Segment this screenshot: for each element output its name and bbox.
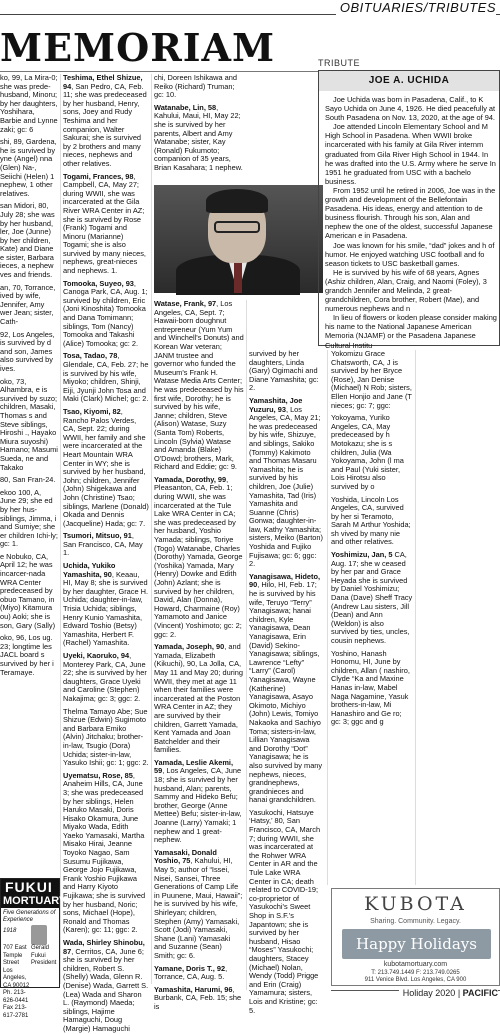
obituary-entry: 80, San Fran-24.: [0, 475, 56, 485]
ad-brand-line-2: MORTUARY: [3, 895, 67, 907]
fukui-mortuary-ad[interactable]: [0, 878, 67, 1019]
obituary-entry: Yamane, Doris T., 92, Torrance, CA, Aug. 5.: [154, 963, 228, 982]
obituary-entry: Tsao, Kiyomi, 82, Rancho Palos Verdes, CA, Sept. 22; during WWII, her family and she were incarcerated at the Heart Mountain WRA Center in WY; she is survived by her husband, John; children, Jennifer (John) Shigekawa and John (Christine) Tsao; siblings, Marlene (Donald) Okada and Dennis (Jacqueline) Hada; gc: 7.: [63, 406, 149, 528]
tribute-box: [318, 70, 500, 350]
obituary-entry: Tosa, Tadao, 78, Glendale, CA, Feb. 27; he is survived by his wife, Miyoko; children, Shinji, Eiji, Jyunji John Tosa and Maki (Clark) Michel; gc: 2.: [63, 351, 149, 404]
kubota-phone: T: 213.749.1449 F: 213.749.0265: [371, 970, 460, 976]
obituary-entry: Uyeki, Kaoruko, 94, Monterey Park, CA, June 22; she is survived by her daughters, Grace Uyeki and Caroline (Stephen) Nakajima; gc: 3; ggc: 2.: [63, 651, 147, 703]
obituary-entry: Yanagisawa, Hideto, 90, Hilo, HI, Feb. 17; he is survived by his wife, Teruyo “Terry” Yanagisawa; hanai children, Kyle Yanagisawa, Dean Yanagisawa, Erin (David) Sekino-Yanagisawa; siblings, Lawrence “Lefty” “Larry” (Carol) Yanagisawa, Wayne (Katherine) Yanagisawa, Asayo Okimoto, Michiyo (John) Lewis, Tomiyo Nakaoka and Sachiyo Toma; sisters-in-law, Lillian Yanagisawa and Dorothy “Dot” Yanagisawa; he is also survived by many nephews, nieces, grandnephews, grandnieces and hanai grandchildren.: [249, 571, 323, 805]
column-divider: [415, 350, 416, 885]
obituary-column-3-bottom: [154, 299, 244, 1011]
obituary-entry: Teshima, Ethel Shizue, 94, San Pedro, CA, Feb. 11; she was predeceased by her husband, Henry, sons, Joey and Rudy Teshima and her companion, Walter Sakurai; she is survived by 2 brothers and many nieces, nephews and other relatives.: [63, 73, 147, 168]
ad-year: 1918: [3, 928, 17, 934]
address-line: 707 East Temple Street: [3, 945, 27, 966]
footer: [399, 988, 498, 998]
obituary-column-5: [331, 350, 413, 885]
obituary-entry: an, 70, Torrance, ived by wife, Jennifer, Amy wer Jean; sister, Cath-: [0, 282, 56, 327]
obituary-entry: Uchida, Yukiko Yamashita, 90, Keaau, HI, May 8; she is survived by her daughter, Grace H. Uchida; daughter-in-law, Trisia Uchida; siblings, Henry Kunio Yamashita, Edward Toshio (Betsy) Yamashita, Herbert F. (Rachel) Yamashita.: [63, 561, 149, 648]
holiday-headline: Happy Holidays: [356, 935, 477, 953]
tribute-paragraph: From 1952 until he retired in 2006, Joe was in the growth and development of the Bellefontain Pasadena. His ideas, energy and attention to de business flourish. Through his son, Alan and nephew the one of the oldest, successful Japanese American e in Pasadena.: [325, 185, 496, 241]
column-divider: [246, 300, 247, 990]
obituary-entry: Yoshimizu, Jan, 5 CA, Aug. 17; she w ceased by her par and Grace Heyada she is survived by Daniel Yoshimizu; Dana (Dave) Sheff Tracy (Andrew Lau sisters, Jill (Dean) and Ann (Weldon) is also survived by ties, uncles, cousin nephews.: [331, 550, 413, 645]
masthead-title: MEMORIAM: [0, 25, 276, 70]
obituary-entry: Watanabe, Lin, 58, Kahului, Maui, HI, May 22; she is survived by her parents, Albert and Amy Watanabe; sister, Kay (Ronald) Fukumoto; companion of 35 years, Brian Kasahara; 1 nephew.: [154, 102, 243, 172]
rep-line: Fukui: [31, 952, 46, 959]
issue-label: Holiday 2020: [402, 988, 456, 998]
obituary-entry: Thelma Tamayo Abe; Sue Shizue (Edwin) Sugimoto and Barbara Emiko (Alvin) Jitchaku; brother-in-law, Tsugio (Dora) Uchida; sister-in-law, Yasuko Ishii; gc: 1; ggc: 2.: [63, 706, 149, 768]
obituary-entry: Yoshida, Lincoln Los Angeles, CA, survived by her si Teramoto, Sarah M Arthur Yoshida; sh vived by many nie and other relatives.: [331, 494, 411, 547]
obituary-entry: e Nobuko, CA, April 12; he was incarcer-nada WRA Center predeceased by obuo Tamano, in (Miyo) Kitamura ou) Aoki; she is son, Gary (Sally): [0, 551, 56, 630]
obituary-entry: Tsumori, Mitsuo, 91, San Francisco, CA, May 1.: [63, 531, 143, 558]
obituary-entry: Yamashita, Joe Yuzuru, 93, Los Angeles, CA, May 21; he was predeceased by his wife, Shizuye, and siblings, Sakiko (Tommy) Kakimoto and Thomas Masaru Yamashita; he is survived by his children, Joe (Julie) Yamashita, Tad (Iris) Yamashita and Suanne (Chris) Gonwa; daughter-in-law, Kathy Yamashita; sisters, Meiko (Barton) Yoshida and Fujiko Fujisawa; gc: 6; ggc: 2.: [249, 395, 323, 569]
obituary-entry: chi, Doreen Ishikawa and Reiko (Richard) Truman; gc: 10.: [154, 73, 237, 100]
obituary-entry: Togami, Frances, 98, Campbell, CA, May 27; during WWII, she was incarcerated at the Gila River WRA Center in AZ; she is survived by Rose (Frank) Togami and Minoru (Marianne) Togami; she is also survived by many nieces, nephews, great-nieces and nephews. 1.: [63, 171, 146, 276]
kubota-mortuary-ad[interactable]: [331, 888, 500, 986]
tribute-paragraph: Joe attended Lincoln Elementary School and M High School in Pasadena. When WWII broke incarcerated with his family at Gila River internm graduated from Gila River High School in 1944. In he was drafted into the U.S. Army where he serve In 1951 he graduated from USC with a bachelo business.: [325, 122, 496, 186]
tribute-paragraph: He is survived by his wife of 68 years, Agnes (Ashiz children, Alan, Craig, and Naomi (Foley), 3 grandch Jennifer and Melinda, 2 great-grandchildren, Cora brother, Robert (Mae), and numerous nephews and n: [325, 267, 487, 314]
holiday-banner: [342, 929, 491, 959]
ad-tagline: Five Generations of Experience: [3, 910, 56, 923]
obituary-column-2: [63, 73, 149, 1033]
obituary-entry: Uyematsu, Rose, 85, Anaheim Hills, CA, June 3; she was predeceased by her siblings, Helen Haruko Masaki, Doris Hisako Okamura, June Miyako Wada, Edith Yaeko Yamasaki, Martha Misako Hirai, Jeanne Toyoko Nagao, Sam Susumu Fujikawa, George Jojo Fujikawa, Frank Yoshio Fujikawa and Harry Kiyoto Fujikawa; she is survived by her husband, Noric; sons, Michael (Hope), Ronald and Thomas (Karen); gc: 11; ggc: 2.: [63, 770, 146, 935]
footer-separator: |: [455, 988, 463, 998]
ad-brand: FUKUI: [1, 879, 59, 895]
obituary-column-4: [249, 349, 323, 1015]
masthead: [0, 25, 310, 70]
obituary-entry: Tomooka, Suyeo, 93, Canoga Park, CA, Aug. 1; survived by children, Eric (Joni Kinoshita) Tomooka and Dana Tomimann; siblings, Tom (Nancy) Tomooka and Takashi (Alice) Tomooka; gc: 2.: [63, 278, 148, 348]
kubota-address: 911 Venice Blvd. Los Angeles, CA 900: [364, 977, 467, 983]
tribute-paragraph: Joe Uchida was born in Pasadena, Calif., to K Sayo Uchida on June 4, 1926. He died peacefully at South Pasadena on Nov. 13, 2020, at the age of 94.: [325, 95, 496, 123]
obituary-entry: Yamada, Joseph, 90, and Yamada, Elizabeth (Kikuchi), 90, La Jolla, CA, May 11 and May 20; during WWII, they met at age 11 when their families were incarcerated at the Poston WRA Center in AZ; they are survived by their children, Garrett Yamada, Kent Yamada and Joan Batchelder and their families.: [154, 642, 244, 755]
tribute-label: TRIBUTE: [318, 58, 361, 68]
obituary-entry: oko, 73, Alhambra, e is survived by suzo; children, Masaki, Thomas s and Steve siblings, Hiroshi ., Hayako Miura suyoshi) Hamano; Masumi Sueda, ne and Takako: [0, 376, 58, 472]
rep-line: Gerald: [31, 945, 50, 951]
tribute-paragraph: Joe was known for his smile, “dad” jokes and h of humor. He enjoyed watching USC football and fo season tickets to USC basketball games.: [325, 240, 495, 268]
obituary-entry: Wada, Shirley Shinobu, 87, Cerritos, CA, June 6; she is survived by her children, Robert S. (Shelly) Wada, Glenn R. (Denise) Wada, Garrett S. (Lea) Wada and Sharon L. (Raymond) Maeda; siblings, Hajime Hamaguchi, Doug (Margie) Hamaguchi: [63, 938, 149, 1033]
obituary-entry: ko, 99, La Mira-0; she was prede-husband, Minoru; by her daughters, Yoshihara, Barbie and Lynne zaki; gc: 6: [0, 73, 58, 134]
ad-representative: [31, 945, 56, 968]
column-divider: [327, 350, 328, 885]
obituary-entry: Yamada, Leslie Akemi, 59, Los Angeles, CA, June 18; she is survived by her husband, Alan; parents, Sammy and Hideko Befu; brother, George (Anne Mettee) Befu; sister-in-law, Joanne (Larry) Yamaki; 1 nephew and 1 great-nephew.: [154, 757, 242, 845]
tribute-name: JOE A. UCHIDA: [319, 71, 499, 91]
obituary-entry: Yamasaki, Donald Yoshio, 75, Kahului, HI, May 5; author of “Issei, Nisei, Sansei, Three Generations of Camp Life in Puunene, Maui, Hawaii”; he is survived by his wife, Shirleyan; children, Stephen (Amy) Yamasaki, Scott (Jodi) Yamasaki, Shane (Lani) Yamasaki and Suzanne (Sean) Smith; gc: 6.: [154, 847, 243, 960]
kubota-logo: KUBOTA: [364, 893, 467, 915]
obituary-column-3-top: [154, 74, 244, 182]
obituary-column-1: [0, 73, 58, 677]
obituary-entry: oko, 96, Los ug. 23; longtime les JACL board s survived by her i Teramaye.: [0, 633, 54, 677]
obituary-entry: Yamada, Dorothy, 99, Pleasanton, CA, Feb. 1; during WWII, she was incarcerated at the Tule Lake WRA Center in CA; she was predeceased by her husband, Yoshio Yamada; siblings, Toriye (Togo) Watanabe, Charles (Dorothy) Yamada, George (Yoshika) Yamada, Mary (Henry) Dowke and Edith (John) Azlant; she is survived by her children, David, Alan (Donna), Howard, Charmaine (Roy) Yamamoto and Janice (Vincent) Yoshimoto; gc: 2; ggc: 2.: [154, 474, 243, 639]
rep-line: President: [31, 960, 57, 966]
obituary-entry: 92, Los Angeles, is survived by d and son, James also survived by ives.: [0, 329, 55, 373]
obituary-entry: Yamashita, Harumi, 96, Burbank, CA, Feb. 15; she is: [154, 984, 242, 1011]
publication-name: PACIFIC: [462, 988, 498, 998]
tribute-paragraph: In lieu of flowers or koden please consider making his name to the National Japanese American Memoria (NJAMF) or the Pasadena Japanese Cultural Institu: [325, 313, 497, 350]
address-line: Los Angeles, CA 90012: [3, 967, 30, 989]
kubota-url[interactable]: kubotamortuary.com: [383, 961, 448, 968]
kubota-tagline: Sharing. Community. Legacy.: [370, 918, 461, 925]
column-divider: [60, 74, 61, 984]
obituary-entry: Watase, Frank, 97, Los Angeles, CA, Sept. 7; Hawaii-born doughnut entrepreneur (Yum Yum and Winchell's Donuts) and Korean War veteran; JANM trustee and governor who funded the Museum's Frank H. Watase Media Arts Center; he was predeceased by his first wife, Dorothy; he is survived by his wife, Janne; children, Steve (Alison) Watase, Suzy (Santa Tom) Roberts, Lincoln (Sylvia) Watase and Amanda (Blake) O'Dowd; brothers, Mark, Richard and Eddie; gc: 9.: [154, 299, 244, 472]
portrait-photo: [154, 185, 323, 293]
obituary-entry: ekoo 100, A, June 29; she ed by her hus-siblings, Jimma, i and Sumiye; she er children Ichi-ly; gc: 1.: [0, 487, 58, 549]
obituary-entry: Yokoyama, Yuriko Angeles, CA, May predeceased by h Motokazu; she is s children, Julia (Wa Yokoyama, John (l ma and Paul (Yuki sister, Lois Hirotsu also survived by o: [331, 413, 404, 491]
obituary-entry: Yasukochi, Hatsuye ‘Hatsy,’ 80, San Francisco, CA, March 7; during WWII, she was incarcerated at the Rohwer WRA Center in AR and the Tule Lake WRA Center in CA; death related to COVID-19; co-proprietor of Yasukochi's Sweet Shop in S.F.'s Japantown; she is survived by her husband, Hisao “Moses” Yasukochi; daughters, Stacey (Michael) Nolan, Wendy (Todd) Prigge and Erin (Craig) Yamamura; sisters, Lois and Kristine; gc: 5.: [249, 807, 321, 1015]
obituary-entry: Yokomizu Grace Chatsworth, CA, J is survived by her Bryce (Rose), Jan Denise (Michael) N Rob; sisters, Ellen Honjio and Jane (T nieces; gc: 7; ggc:: [331, 349, 412, 410]
obituary-entry: san Midori, 80, July 28; she was by her husband, ler, Joe (Junne) by her children, Kate) and Diane e sister, Barbara ieces, a nephew ves and friends.: [0, 201, 55, 280]
tribute-body: [325, 95, 497, 350]
obituary-entry: survived by her daughters, Linda (Gary) Ogimachi and Diane Yamashita; gc: 2.: [249, 349, 319, 393]
address-line: Fax 213-617-2781: [3, 1005, 29, 1019]
section-header: OBITUARIES/TRIBUTES: [336, 0, 496, 15]
obituary-entry: Yoshino, Hanash Honomu, HI, June by children, Allan ( nashiro, Clyde “Ka and Maxine Hanas in-law, Mabel Naga Nagamine, Yasuk brothers-in-law, Mi Hanashiro and Ge ro; gc: 3; ggc and g: [331, 648, 410, 727]
address-line: Ph. 213-626-0441: [3, 990, 29, 1004]
obituary-entry: shi, 89, Gardena, he is survived by yne (Angel) nna (Glen) Na-, Seiichi (Helen) 1 nephew, 1 other relatives.: [0, 137, 57, 198]
president-photo: [31, 925, 47, 945]
column-divider: [151, 74, 152, 984]
